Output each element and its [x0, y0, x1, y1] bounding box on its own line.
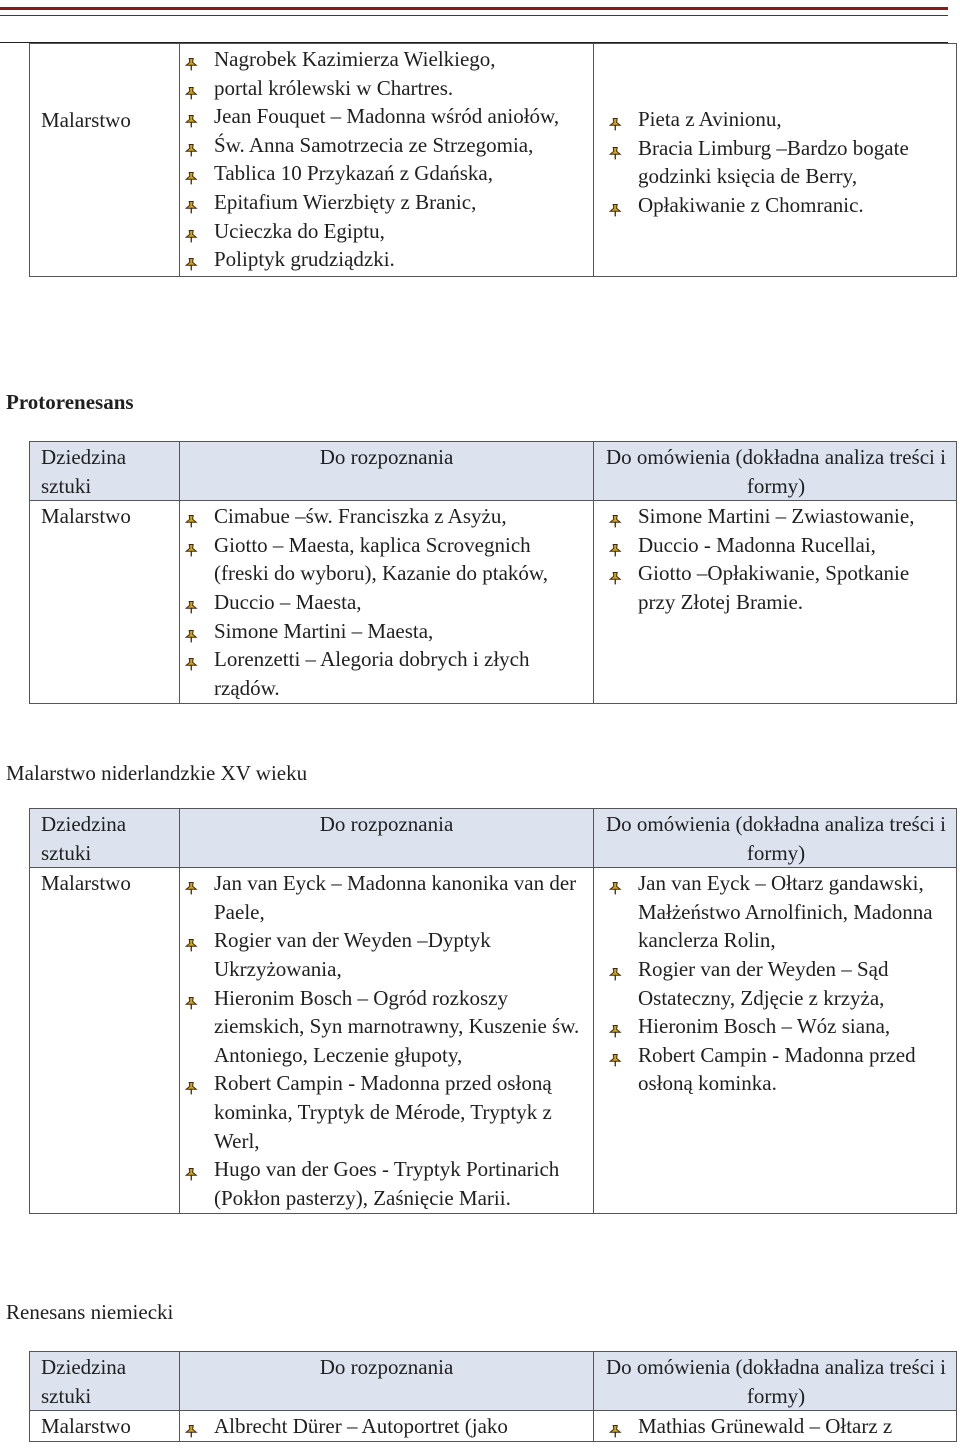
pushpin-bullet-icon — [184, 79, 198, 93]
list-item: Cimabue –św. Franciszka z Asyżu, — [214, 502, 587, 531]
list-item: Giotto –Opłakiwanie, Spotkanie przy Złotej Bramie. — [638, 559, 950, 616]
table-header-row — [30, 809, 957, 868]
pushpin-bullet-icon — [608, 960, 622, 974]
header-recognition: Do rozpoznania — [180, 442, 594, 501]
pushpin-bullet-icon — [184, 222, 198, 236]
art-field-label: Malarstwo — [41, 108, 131, 132]
pushpin-bullet-icon — [184, 193, 198, 207]
list-item: portal królewski w Chartres. — [214, 74, 587, 103]
pushpin-bullet-icon — [184, 50, 198, 64]
discussion-cell — [594, 501, 957, 704]
pushpin-bullet-icon — [608, 1417, 622, 1431]
header-recognition: Do rozpoznania — [180, 809, 594, 868]
pushpin-bullet-icon — [184, 136, 198, 150]
list-item: Św. Anna Samotrzecia ze Strzegomia, — [214, 131, 587, 160]
table-row — [30, 1411, 957, 1442]
table-header-row — [30, 1352, 957, 1411]
list-item: Duccio - Madonna Rucellai, — [638, 531, 950, 560]
section-table — [29, 808, 957, 1214]
section-heading: Malarstwo niderlandzkie XV wieku — [6, 761, 308, 785]
list-item: Hieronim Bosch – Ogród rozkoszy ziemskich, Syn marnotrawny, Kuszenie św. Antoniego, Leczenie głupoty, — [214, 984, 587, 1070]
pushpin-bullet-icon — [184, 874, 198, 888]
pushpin-bullet-icon — [608, 507, 622, 521]
continued-table — [29, 43, 957, 277]
discussion-list — [594, 868, 956, 1098]
list-item: Simone Martini – Maesta, — [214, 617, 587, 646]
pushpin-bullet-icon — [184, 650, 198, 664]
section-heading: Renesans niemiecki — [6, 1300, 174, 1324]
list-item: Rogier van der Weyden –Dyptyk Ukrzyżowania, — [214, 926, 587, 983]
list-item: Epitafium Wierzbięty z Branic, — [214, 188, 587, 217]
pushpin-bullet-icon — [608, 196, 622, 210]
pushpin-bullet-icon — [608, 874, 622, 888]
header-discussion: Do omówienia (dokładna analiza treści i formy) — [594, 809, 957, 868]
recognition-list — [180, 868, 593, 1212]
list-item: Giotto – Maesta, kaplica Scrovegnich (freski do wyboru), Kazanie do ptaków, — [214, 531, 587, 588]
list-item: Jan van Eyck – Madonna kanonika van der Paele, — [214, 869, 587, 926]
art-field-label: Malarstwo — [30, 1411, 180, 1442]
recognition-cell — [180, 868, 594, 1214]
section-table — [29, 441, 957, 704]
list-item: Nagrobek Kazimierza Wielkiego, — [214, 45, 587, 74]
discussion-list — [594, 104, 956, 219]
pushpin-bullet-icon — [608, 1046, 622, 1060]
list-item: Duccio – Maesta, — [214, 588, 587, 617]
list-item: Robert Campin - Madonna przed osłoną kominka, Tryptyk de Mérode, Tryptyk z Werl, — [214, 1069, 587, 1155]
list-item: Simone Martini – Zwiastowanie, — [638, 502, 950, 531]
pushpin-bullet-icon — [608, 536, 622, 550]
recognition-cell — [180, 1411, 594, 1442]
header-discussion: Do omówienia (dokładna analiza treści i formy) — [594, 1352, 957, 1411]
pushpin-bullet-icon — [184, 989, 198, 1003]
list-item: Bracia Limburg –Bardzo bogate godzinki księcia de Berry, — [638, 134, 950, 191]
pushpin-bullet-icon — [184, 164, 198, 178]
list-item: Ucieczka do Egiptu, — [214, 217, 587, 246]
list-item: Jan van Eyck – Ołtarz gandawski, Małżeństwo Arnolfinich, Madonna kanclerza Rolin, — [638, 869, 950, 955]
list-item: Lorenzetti – Alegoria dobrych i złych rządów. — [214, 645, 587, 702]
list-item: Opłakiwanie z Chomranic. — [638, 191, 950, 220]
header-art-field: Dziedzina sztuki — [30, 442, 180, 501]
recognition-cell — [180, 44, 594, 277]
table-row — [30, 868, 957, 1214]
pushpin-bullet-icon — [608, 564, 622, 578]
discussion-cell — [594, 44, 957, 277]
pushpin-bullet-icon — [184, 107, 198, 121]
table-row — [30, 44, 957, 277]
list-item: Albrecht Dürer – Autoportret (jako — [214, 1412, 587, 1441]
recognition-list — [180, 44, 593, 274]
pushpin-bullet-icon — [184, 1160, 198, 1174]
discussion-list — [594, 1411, 956, 1441]
header-recognition: Do rozpoznania — [180, 1352, 594, 1411]
table-header-row — [30, 442, 957, 501]
art-field-label: Malarstwo — [30, 501, 180, 704]
pushpin-bullet-icon — [184, 250, 198, 264]
pushpin-bullet-icon — [184, 507, 198, 521]
pushpin-bullet-icon — [184, 622, 198, 636]
recognition-cell — [180, 501, 594, 704]
list-item: Poliptyk grudziądzki. — [214, 245, 587, 274]
header-art-field: Dziedzina sztuki — [30, 809, 180, 868]
discussion-list — [594, 501, 956, 616]
list-item: Hugo van der Goes - Tryptyk Portinarich (Pokłon pasterzy), Zaśnięcie Marii. — [214, 1155, 587, 1212]
art-field-label: Malarstwo — [30, 868, 180, 1214]
table-row — [30, 501, 957, 704]
pushpin-bullet-icon — [184, 1074, 198, 1088]
recognition-list — [180, 1411, 593, 1441]
list-item: Robert Campin - Madonna przed osłoną kominka. — [638, 1041, 950, 1098]
header-art-field: Dziedzina sztuki — [30, 1352, 180, 1411]
pushpin-bullet-icon — [608, 1017, 622, 1031]
pushpin-bullet-icon — [184, 931, 198, 945]
header-decorative-rule — [0, 7, 948, 16]
pushpin-bullet-icon — [184, 536, 198, 550]
recognition-list — [180, 501, 593, 702]
section-heading: Protorenesans — [6, 390, 134, 414]
discussion-cell — [594, 1411, 957, 1442]
list-item: Hieronim Bosch – Wóz siana, — [638, 1012, 950, 1041]
pushpin-bullet-icon — [184, 593, 198, 607]
list-item: Tablica 10 Przykazań z Gdańska, — [214, 159, 587, 188]
art-field-cell — [30, 44, 180, 277]
pushpin-bullet-icon — [608, 139, 622, 153]
discussion-cell — [594, 868, 957, 1214]
list-item: Jean Fouquet – Madonna wśród aniołów, — [214, 102, 587, 131]
list-item: Mathias Grünewald – Ołtarz z — [638, 1412, 950, 1441]
pushpin-bullet-icon — [184, 1417, 198, 1431]
list-item: Pieta z Avinionu, — [638, 105, 950, 134]
section-table — [29, 1351, 957, 1442]
header-discussion: Do omówienia (dokładna analiza treści i formy) — [594, 442, 957, 501]
pushpin-bullet-icon — [608, 110, 622, 124]
list-item: Rogier van der Weyden – Sąd Ostateczny, Zdjęcie z krzyża, — [638, 955, 950, 1012]
